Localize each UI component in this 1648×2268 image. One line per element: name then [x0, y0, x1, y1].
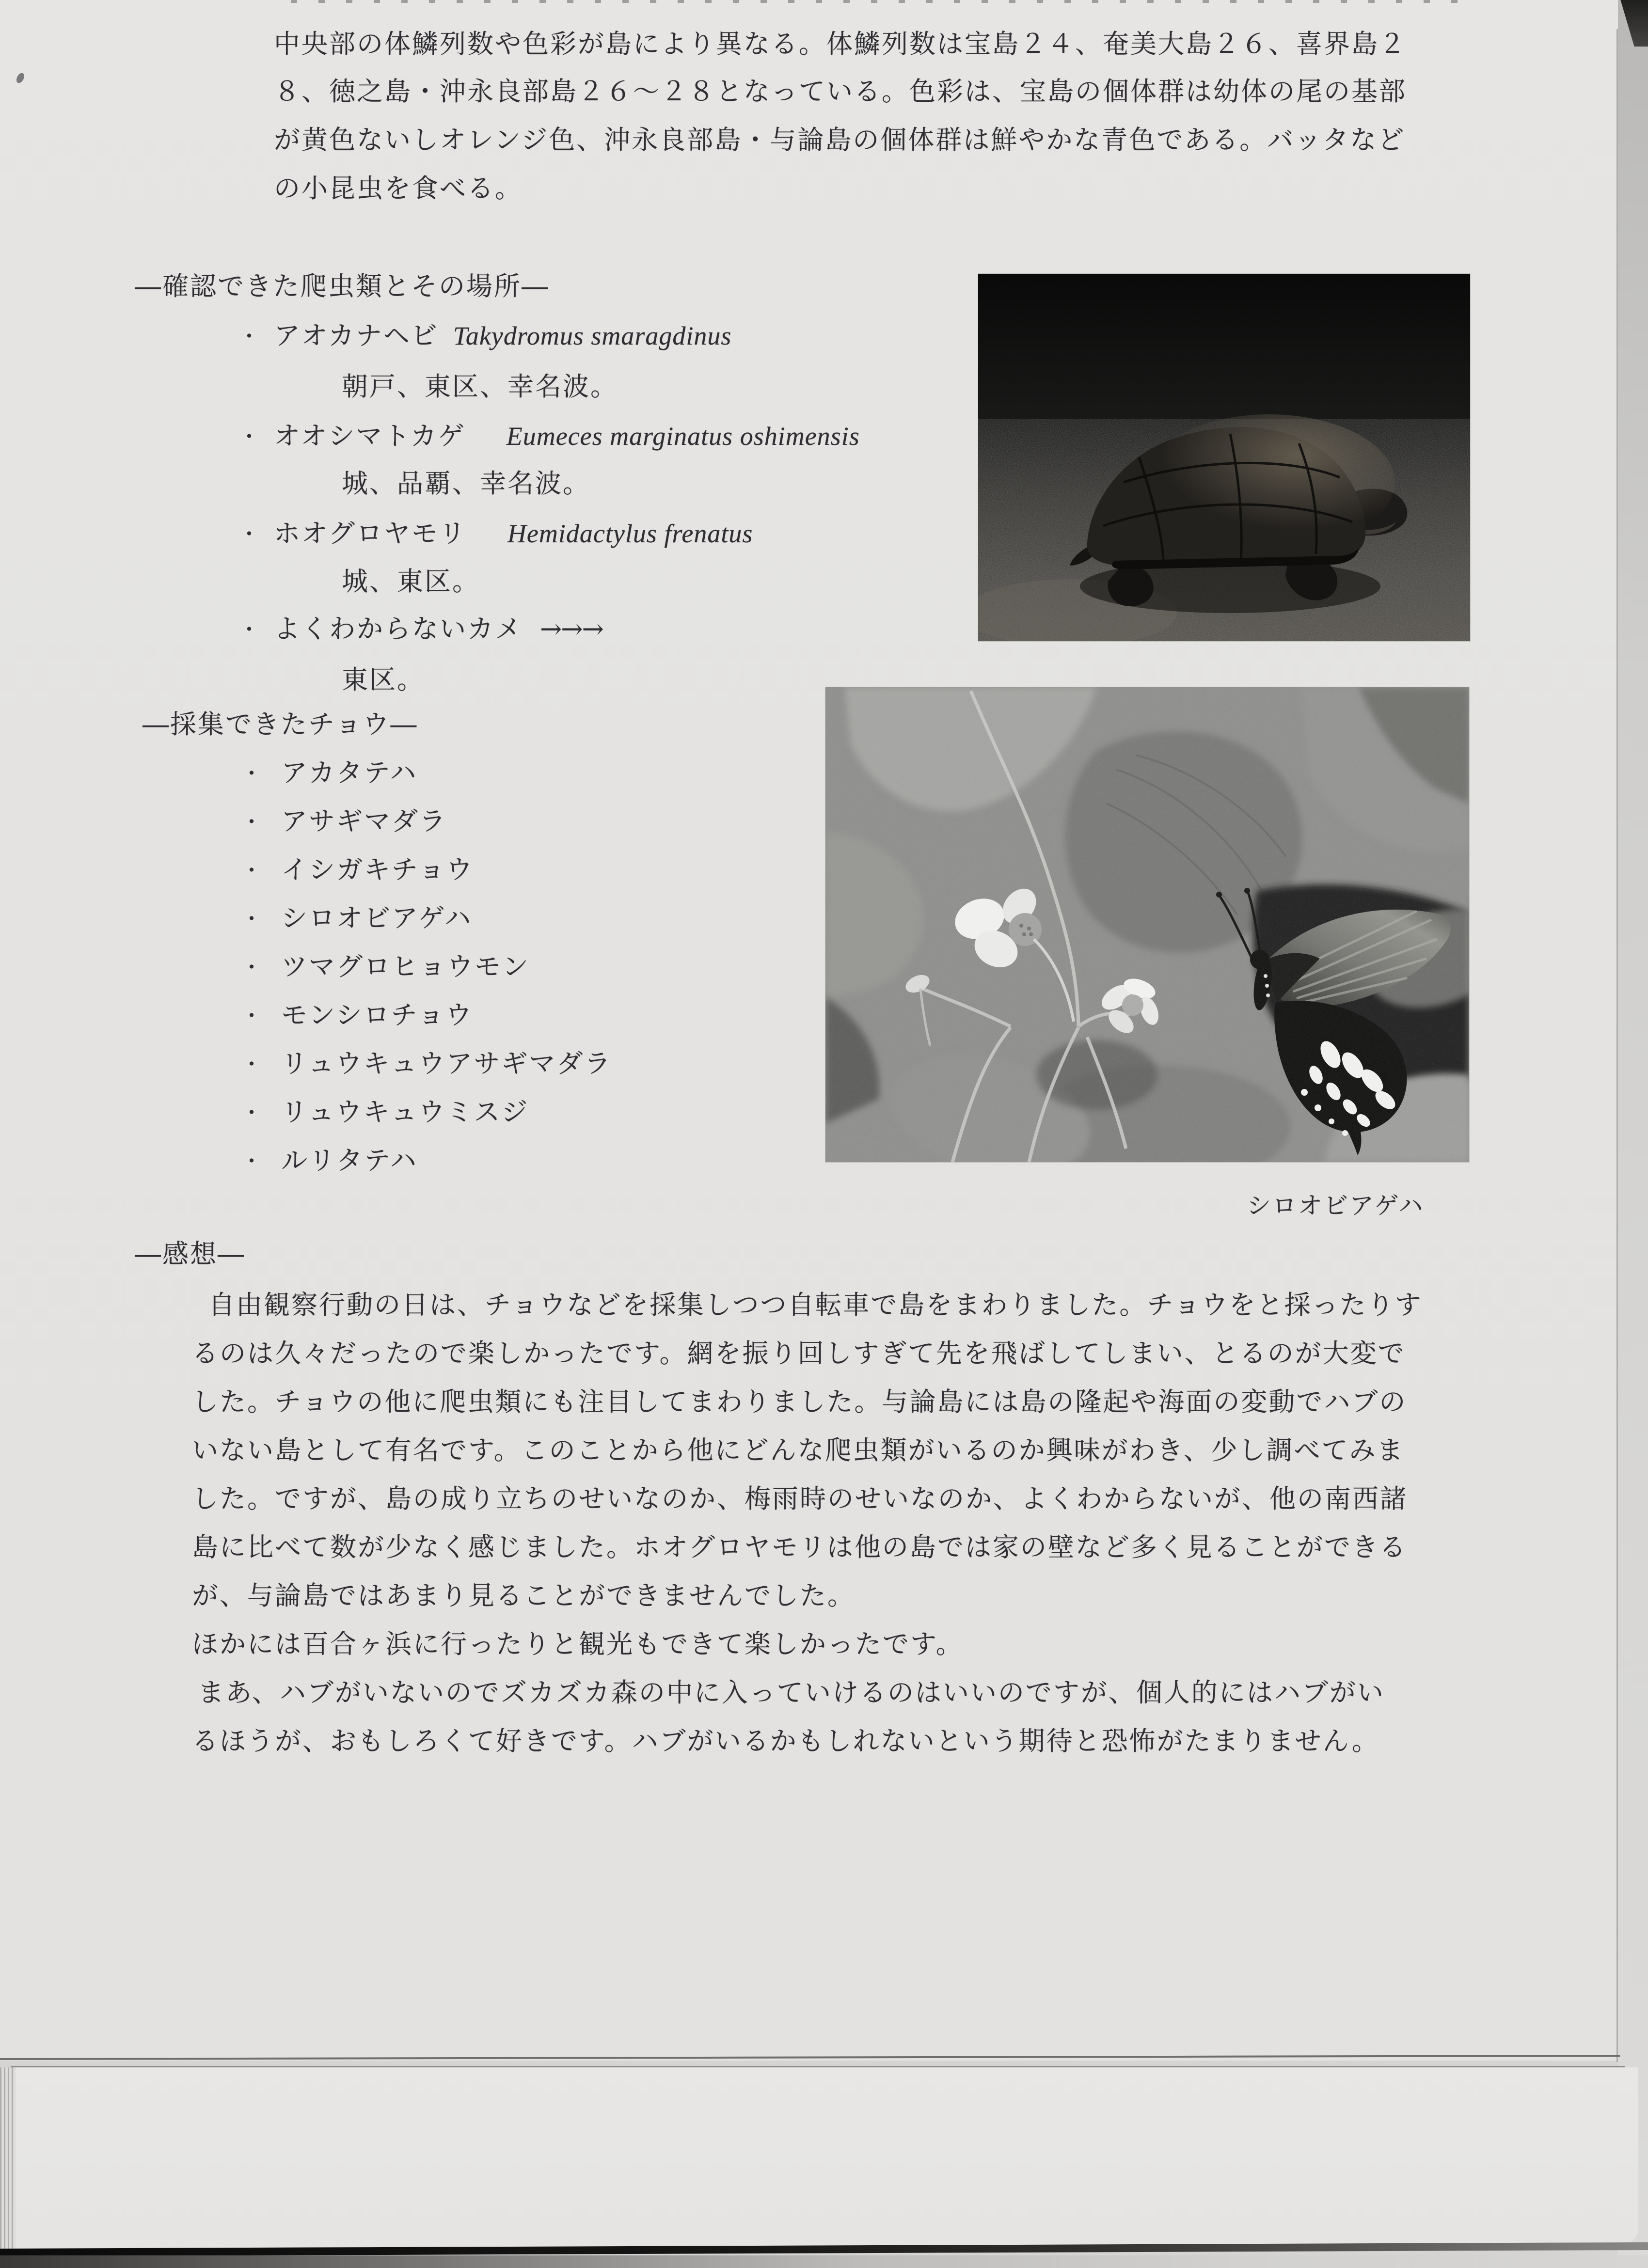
- impressions-line: が、与論島ではあまり見ることができませんでした。: [192, 1580, 855, 1611]
- reptile-item: [274, 315, 731, 352]
- bullet-icon: ・: [241, 907, 262, 931]
- reptile-location: 城、品覇、幸名波。: [342, 468, 590, 499]
- body-line: の小昆虫を食べる。: [274, 173, 523, 204]
- bullet-icon: ・: [241, 1052, 262, 1077]
- bullet-icon: ・: [238, 324, 260, 349]
- reptile-name: オオシマトカゲ: [274, 421, 466, 451]
- bullet-icon: ・: [241, 810, 262, 835]
- paper-right-edge: [1616, 29, 1618, 2062]
- scanner-background-strip: [1618, 0, 1648, 2268]
- bullet-icon: ・: [241, 1101, 262, 1125]
- turtle-night-photo-graphic: [978, 274, 1470, 641]
- scanner-bed-strip: [0, 2255, 1648, 2268]
- bullet-icon: ・: [241, 955, 262, 980]
- reptile-latin-name: Hemidactylus frenatus: [507, 519, 753, 548]
- reptile-item: [274, 513, 753, 550]
- reptiles-section-header: ―確認できた爬虫類とその場所―: [135, 271, 549, 301]
- bullet-icon: ・: [241, 858, 262, 883]
- impressions-line: した。ですが、島の成り立ちのせいなのか、梅雨時のせいなのか、よくわからないが、他の南西諸: [192, 1483, 1408, 1514]
- impressions-line: ほかには百合ヶ浜に行ったりと観光もできて楽しかったです。: [192, 1629, 964, 1659]
- reptile-name: ホオグロヤモリ: [274, 518, 467, 549]
- bullet-icon: ・: [238, 522, 260, 547]
- butterfly-item: イシガキチョウ: [281, 854, 474, 885]
- body-line: が黄色ないしオレンジ色、沖永良部島・与論島の個体群は鮮やかな青色である。バッタなど: [274, 125, 1406, 155]
- butterfly-item: リュウキュウミスジ: [281, 1097, 529, 1127]
- reptile-item: [274, 415, 860, 453]
- bullet-icon: ・: [241, 1004, 262, 1028]
- arrows-annotation: →→→: [540, 614, 603, 644]
- bullet-icon: ・: [241, 1149, 262, 1174]
- impressions-line: した。チョウの他に爬虫類にも注目してまわりました。与論島には島の隆起や海面の変動でハブの: [192, 1386, 1407, 1417]
- butterfly-item: アカタテハ: [281, 757, 418, 788]
- butterfly-item: シロオビアゲハ: [281, 903, 473, 933]
- reptile-location: 城、東区。: [342, 566, 480, 597]
- impressions-line: 島に比べて数が少なく感じました。ホオグロヤモリは他の島では家の壁など多く見ることができる: [192, 1532, 1407, 1562]
- butterfly-item: リュウキュウアサギマダラ: [281, 1048, 612, 1079]
- impressions-line: るのは久々だったので楽しかったです。網を振り回しすぎて先を飛ばしてしまい、とるのが大変で: [192, 1338, 1406, 1369]
- reptile-location: 朝戸、東区、幸名波。: [342, 371, 618, 402]
- butterfly-photo: [825, 687, 1469, 1162]
- impressions-line: いない島として有名です。このことから他にどんな爬虫類がいるのか興味がわき、少し調べてみま: [192, 1435, 1405, 1465]
- reptile-latin-name: Eumeces marginatus oshimensis: [506, 422, 860, 451]
- butterfly-item: ツマグロヒョウモン: [281, 951, 530, 982]
- impressions-section-header: ―感想―: [135, 1239, 245, 1269]
- under-sheet: [15, 2067, 1638, 2251]
- cutoff-text-remnant: [291, 0, 1469, 3]
- impressions-line: まあ、ハブがいないのでズカズカ森の中に入っていけるのはいいのですが、個人的にはハブがい: [198, 1677, 1385, 1708]
- bullet-icon: ・: [238, 425, 260, 449]
- butterfly-item: ルリタテハ: [281, 1145, 418, 1176]
- page-stack-edges: [0, 2067, 16, 2255]
- butterflies-section-header: ―採集できたチョウ―: [143, 709, 418, 740]
- reptile-name: よくわからないカメ: [274, 614, 523, 644]
- reptile-latin-name: Takydromus smaragdinus: [453, 321, 732, 350]
- impressions-line: るほうが、おもしろくて好きです。ハブがいるかもしれないという期待と恐怖がたまりません。: [192, 1726, 1379, 1756]
- bullet-icon: ・: [238, 617, 260, 642]
- reptile-location: 東区。: [342, 664, 425, 695]
- body-line: ８、徳之島・沖永良部島２６～２８となっている。色彩は、宝島の個体群は幼体の尾の基部: [274, 76, 1407, 107]
- bullet-icon: ・: [241, 761, 262, 786]
- reptile-item: [274, 608, 603, 646]
- butterfly-on-flowers-graphic: [825, 687, 1469, 1162]
- reptile-name: アオカナヘビ: [274, 320, 439, 351]
- butterfly-item: アサギマダラ: [281, 806, 447, 836]
- body-line: 中央部の体鱗列数や色彩が島により異なる。体鱗列数は宝島２４、奄美大島２６、喜界島２: [274, 29, 1407, 59]
- butterfly-item: モンシロチョウ: [281, 1000, 474, 1030]
- photo-caption: シロオビアゲハ: [1247, 1192, 1425, 1220]
- impressions-line: 自由観察行動の日は、チョウなどを採集しつつ自転車で島をまわりました。チョウをと採ったりす: [208, 1290, 1423, 1320]
- turtle-photo: [978, 274, 1470, 641]
